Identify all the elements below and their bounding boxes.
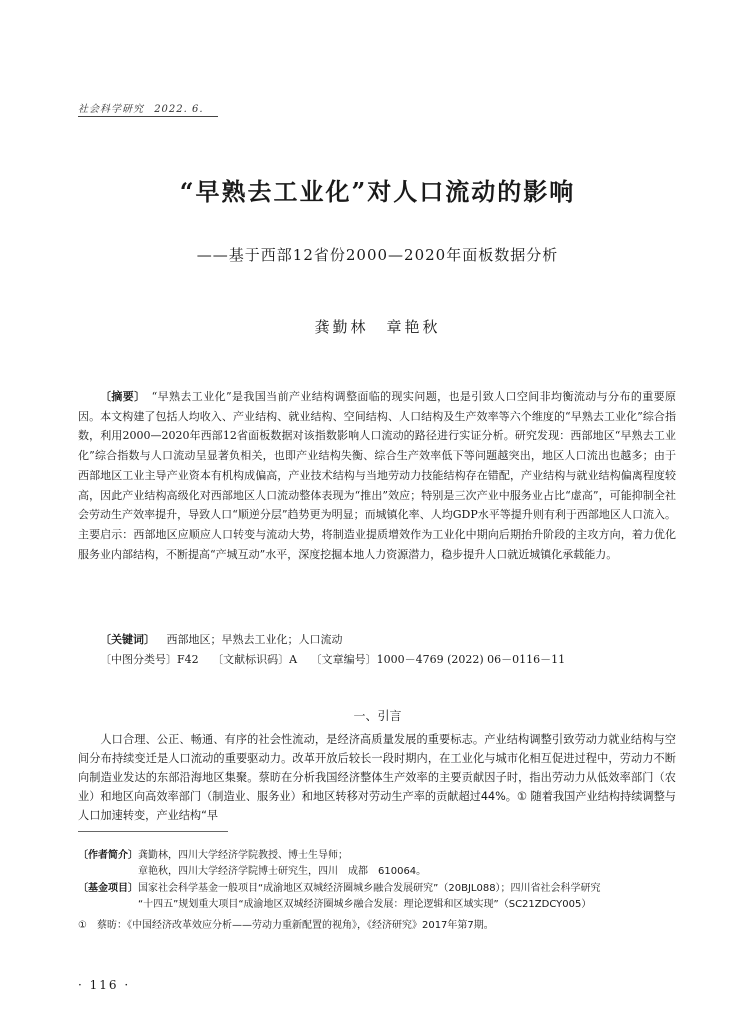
header-rule	[78, 116, 218, 117]
author-note-2: 章艳秋，四川大学经济学院博士研究生，四川 成都 610064。	[138, 866, 427, 877]
author-note	[78, 848, 676, 880]
author-note-1: 龚勤林，四川大学经济学院教授、博士生导师；	[138, 850, 348, 861]
article-authors: 龚勤林 章艳秋	[314, 318, 441, 336]
abstract-label: 〔摘要〕	[100, 390, 146, 403]
classification-line	[78, 650, 676, 669]
abstract-text: “早熟去工业化”是我国当前产业结构调整面临的现实问题，也是引致人口空间非均衡流动与分布的重要原因。本文构建了包括人均收入、产业结构、就业结构、空间结构、人口结构及生产效率等六个维度的“早熟去工业化”综合指数，利用2000—2020年西部12省面板数据对该指数影响人口流动的路径进行实证分析。研究发现：西部地区“早熟去工业化”综合指数与人口流动呈显著负相关，也即产业结构失衡、综合生产效率低下等问题越突出，地区人口流出也越多；由于西部地区工业主导产业资本有机构成偏高，产业技术结构与当地劳动力技能结构存在错配，产业结构与就业结构偏离程度较高，因此产业结构高级化对西部地区人口流动整体表现为“推出”效应；特别是三次产业中服务业占比“虚高”，可能抑制全社会劳动生产效率提升，导致人口“顺逆分层”趋势更为明显；而城镇化率、人均GDP水平等提升则有利于西部地区人口流入。主要启示：西部地区应顺应人口转变与流动大势，将制造业提质增效作为工业化中期向后期抬升阶段的主攻方向，着力优化服务业内部结构，不断提高“产城互动”水平，深度挖掘本地人力资源潜力，稳步提升人口就近城镇化承载能力。	[78, 390, 677, 561]
clc-number: 〔中图分类号〕F42	[100, 653, 199, 666]
article-number: 〔文章编号〕1000－4769 (2022) 06－0116－11	[310, 653, 566, 666]
page-number: · 116 ·	[78, 978, 131, 992]
keywords-text: 西部地区；早熟去工业化；人口流动	[166, 633, 343, 646]
keywords	[78, 630, 676, 649]
keywords-label: 〔关键词〕	[100, 633, 155, 646]
journal-name: 社会科学研究	[78, 104, 144, 115]
fund-note	[78, 881, 676, 913]
body-paragraph: 人口合理、公正、畅通、有序的社会性流动，是经济高质量发展的重要标志。产业结构调整引致劳动力就业结构与空间分布持续变迁是人口流动的重要驱动力。改革开放后较长一段时期内，在工业化与城市化相互促进过程中，劳动力不断向制造业发达的东部沿海地区集聚。蔡昉在分析我国经济整体生产效率的主要贡献因子时，指出劳动力从低效率部门（农业）和地区向高效率部门（制造业、服务业）和地区转移对劳动生产率的贡献超过44%。① 随着我国产业结构持续调整与人口加速转变，产业结构“早	[78, 733, 676, 822]
section-heading: 一、引言	[353, 709, 402, 723]
footnote-1: ① 蔡昉：《中国经济改革效应分析——劳动力重新配置的视角》，《经济研究》2017年第7期。	[78, 920, 494, 931]
document-code: 〔文献标识码〕A	[212, 653, 298, 666]
abstract	[78, 387, 676, 564]
running-header	[78, 100, 204, 115]
issue-number: 2022. 6.	[154, 104, 204, 115]
article-title: “早熟去工业化”对人口流动的影响	[179, 177, 576, 206]
article-subtitle: ——基于西部12省份2000—2020年面板数据分析	[196, 246, 559, 264]
footnote-rule	[78, 831, 228, 832]
fund-note-label: 〔基金项目〕	[78, 883, 138, 894]
fund-note-1: 国家社会科学基金一般项目“成渝地区双城经济圈城乡融合发展研究”（20BJL088）；四川省社会科学研究	[138, 883, 601, 894]
fund-note-2: “十四五”规划重大项目“成渝地区双城经济圈城乡融合发展：理论逻辑和区域实现”（SC21ZDCY005）	[138, 899, 592, 910]
author-note-label: 〔作者简介〕	[78, 850, 138, 861]
